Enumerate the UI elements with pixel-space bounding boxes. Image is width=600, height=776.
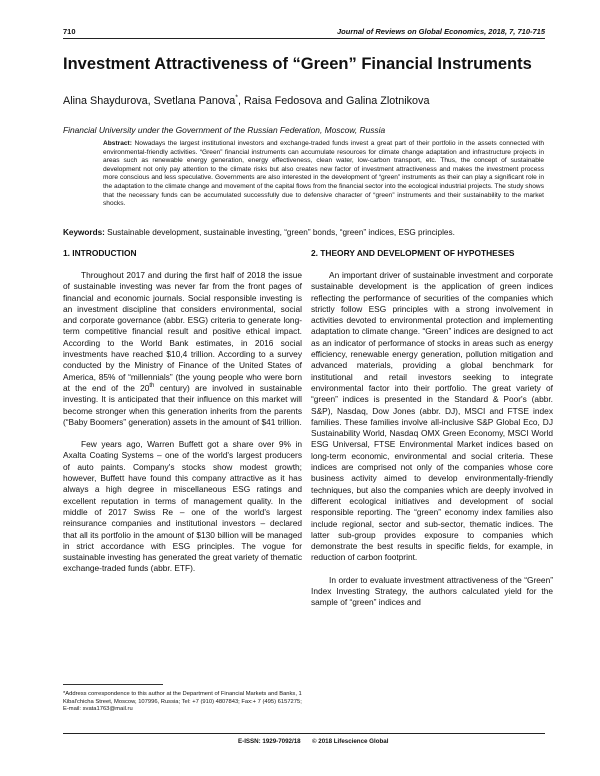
theory-paragraph-2: In order to evaluate investment attractiveness of the “Green” Index Investing Strategy, the authors calculated yield for the sample of “green” indices and — [311, 574, 553, 608]
section-heading-introduction: 1. INTRODUCTION — [63, 248, 137, 258]
paper-title: Investment Attractiveness of “Green” Financial Instruments — [63, 55, 532, 73]
author-panova: Svetlana Panova — [153, 95, 236, 107]
journal-citation: Journal of Reviews on Global Economics, 2018, 7, 710-715 — [337, 27, 545, 36]
keywords-label: Keywords: — [63, 228, 105, 237]
header-divider — [63, 38, 545, 39]
page-number: 710 — [63, 27, 76, 36]
other-authors: , Raisa Fedosova and Galina Zlotnikova — [238, 95, 430, 107]
copyright: © 2018 Lifescience Global — [312, 738, 389, 745]
issn: E-ISSN: 1929-7092/18 — [238, 738, 301, 745]
footer-divider — [63, 733, 545, 734]
section-heading-theory: 2. THEORY AND DEVELOPMENT OF HYPOTHESES — [311, 248, 515, 258]
keywords-text: Sustainable development, sustainable investing, “green” bonds, “green” indices, ESG principles. — [107, 228, 455, 237]
theory-paragraph-1: An important driver of sustainable investment and corporate sustainable development is the application of green indices reflecting the performance of securities of the companies which strictly follow ESG principles with a strong involvement in activities devoted to environmental protection and implementing adaptation to climate change. “Green” indices are designed to act as an indicator of performance of stocks in areas such as energy efficiency, renewable energy generation, pollution mitigation and advanced materials, providing a global benchmark for institutional and retail investors seeking to integrate environmental factor into their portfolio. The great variety of “green” indices is presented in the Standard & Poor's (abbr. S&P), Nasdaq, Dow Jones (abbr. DJ), MSCI and FTSE index families. These families involve all-inclusive S&P Global Eco, DJ Sustainability World, Nasdaq OMX Green Economy, MSCI World ESG Universal, FTSE Environmental Market indices based on long-term economic, environmental and social criteria. These indices are comprised not only of the companies whose core business activity aimed to develop environmentally-friendly techniques, but also the companies which are deeply involved in different ecological initiatives and development of social responsible reporting. The “green” economy index families also include regional, sector and sub-sector, thematic indices. The latter sub-group provides exposure to companies which demonstrate the best results in specific fields, for example, in reduction of carbon footprint. — [311, 270, 553, 563]
author-shaydurova: Alina Shaydurova, — [63, 95, 151, 107]
footnote-divider — [63, 684, 163, 685]
keywords — [63, 228, 553, 237]
intro-paragraph-1: Throughout 2017 and during the first half of 2018 the issue of sustainable investing was never far from the front pages of financial and economic journals. Social responsible investing is an investment discipline that considers environmental, social and corporate governance (abbr. ESG) criteria to generate long-term competitive financial result and positive ethical impact. According to the World Bank estimates, in 2016 social investments have reached $10,4 trillion. According to a survey conducted by the Ministry of Finance of the United States of America, 85% of “millennials” (the young people who were born at the end of the 20th century) are involved in sustainable investing. It is anticipated that their influence on this market will become stronger when this generation inherits from the parents (“Baby Boomers” generation) assets in the amount of $41 trillion. — [63, 270, 302, 427]
abstract-label: Abstract: — [103, 140, 132, 147]
intro-paragraph-2: Few years ago, Warren Buffett got a share over 9% in Axalta Coating Systems – one of the world's largest producers of auto paints. Company's stocks show modest growth; however, Buffett have found this company attractive as it has always a high degree in miscellaneous ESG ratings and excellent reputation in terms of management quality. In the middle of 2017 Swiss Re – one of the world's largest reinsurance companies and institutional investors – declared that all its portfolio in the amount of $130 billion will be managed in strict accordance with ESG principles. The vogue for sustainable investing has generated the great variety of thematic exchange-traded funds (abbr. ETF). — [63, 439, 302, 574]
affiliation: Financial University under the Government of the Russian Federation, Moscow, Russia — [63, 125, 386, 135]
left-column — [63, 270, 302, 575]
abstract — [103, 140, 544, 209]
corresponding-author-marker: * — [235, 94, 239, 102]
right-column — [311, 270, 553, 609]
author-list — [63, 95, 429, 107]
correspondence-footnote: *Address correspondence to this author at the Department of Financial Markets and Banks, 1 Kibal'chicha Street, Moscow, 107996, Russia; Tel: +7 (910) 4807843; Fax:+ 7 (495) 6157275; E-mail: svata1763@mail.ru — [63, 691, 302, 713]
abstract-text: Nowadays the largest institutional investors and exchange-traded funds invest a great part of their portfolio in the assets connected with environmental-friendly activities. “Green” financial instruments can accumulate resources for climate change adaptation and infrastructure projects in areas such as renewable energy generation, energy effectiveness, clean water, low-carbon transport, etc. Thus, the concept of sustainable development not only pay attention to the climate risks but also creates new factor of investment attractiveness and makes the investment process more conscious and less speculative. Governments are also interested in the development of “green” instruments as their can play a significant role in the adaptation to the climate change and movement of the capital flows from the financial sector into the ecological industrial projects. The study shows that the necessary funds can be accumulated successfully due to defensive character of “green” instruments and their sustainability to the market shocks. — [103, 140, 544, 208]
